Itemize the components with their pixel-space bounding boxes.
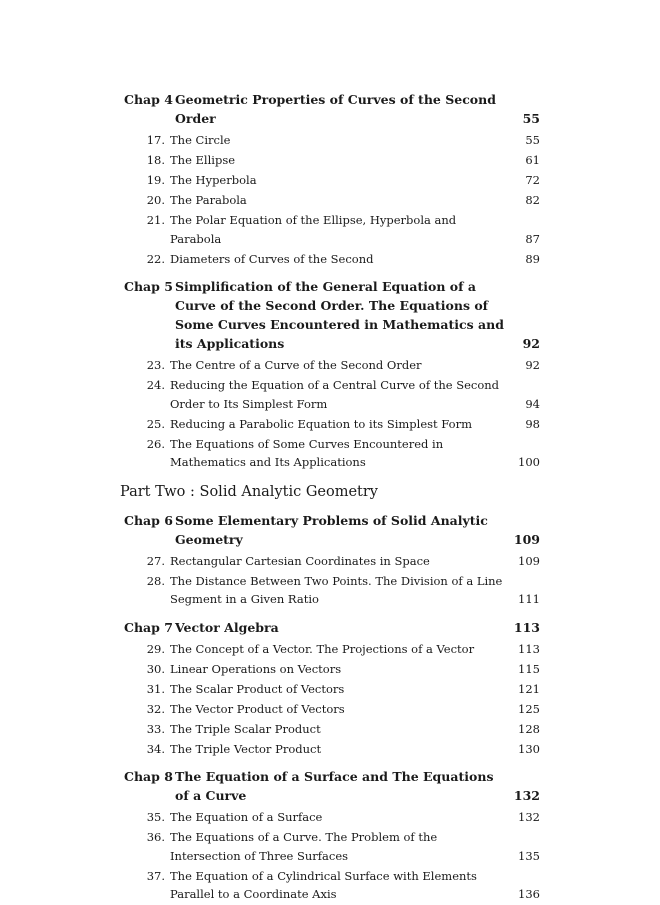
section-entry [124, 376, 540, 413]
section-page-number: 115 [518, 661, 540, 676]
section-number: 34. [146, 741, 165, 756]
chapter-title: Some Elementary Problems of Solid Analytic Geometry [175, 512, 488, 547]
chapter-entry [124, 767, 540, 805]
section-entry [124, 151, 540, 170]
section-entry [124, 356, 540, 375]
chapter-title: Geometric Properties of Curves of the Second Order [175, 92, 496, 126]
section-title: The Distance Between Two Points. The Division of a Line Segment in a Given Ratio [170, 573, 503, 606]
section-title: Reducing a Parabolic Equation to its Simplest Form [170, 416, 472, 431]
section-title: Diameters of Curves of the Second [170, 251, 374, 266]
section-entry [124, 828, 540, 865]
section-number: 35. [146, 810, 165, 824]
section-entry [124, 415, 540, 434]
section-entry [124, 131, 540, 150]
section-page-number: 100 [518, 455, 540, 469]
section-page-number: 130 [518, 741, 540, 756]
section-entry [124, 435, 540, 472]
chapter-entry [124, 511, 540, 549]
chapter-entry [124, 277, 540, 353]
table-of-contents [120, 90, 540, 905]
section-page-number: 135 [518, 848, 540, 863]
section-entry [124, 867, 540, 904]
section-page-number: 109 [518, 553, 540, 568]
section-entry [124, 572, 540, 609]
section-title: The Centre of a Curve of the Second Order [170, 358, 422, 372]
section-title: The Equations of Some Curves Encountered in Mathematics and Its Applications [170, 436, 444, 469]
section-page-number: 61 [525, 153, 540, 167]
chapter-label: Chap 6 [124, 512, 173, 528]
section-entry [124, 211, 540, 248]
section-entry [124, 700, 540, 719]
section-number: 18. [146, 153, 165, 167]
chapter-page-number: 92 [522, 336, 540, 351]
section-number: 21. [146, 213, 165, 227]
section-number: 28. [146, 573, 165, 588]
section-title: The Triple Scalar Product [170, 721, 321, 736]
section-page-number: 128 [518, 721, 540, 736]
section-number: 30. [146, 661, 165, 676]
section-page-number: 72 [525, 173, 540, 187]
chapter-title: Simplification of the General Equation of a Curve of the Second Order. The Equations of Some Curves Encountered in Mathematics and its Applications [175, 279, 504, 351]
section-page-number: 94 [525, 396, 540, 411]
section-title: The Equation of a Surface [170, 810, 323, 824]
section-number: 26. [146, 436, 165, 451]
section-number: 31. [146, 681, 165, 696]
section-page-number: 82 [525, 193, 540, 207]
chapter-label: Chap 8 [124, 769, 173, 784]
section-entry [124, 171, 540, 190]
section-page-number: 113 [518, 641, 540, 656]
section-title: Reducing the Equation of a Central Curve of the Second Order to Its Simplest Form [170, 378, 500, 411]
section-number: 20. [146, 193, 165, 207]
section-entry [124, 552, 540, 571]
section-page-number: 89 [525, 251, 540, 266]
section-title: The Equations of a Curve. The Problem of the Intersection of Three Surfaces [170, 830, 438, 863]
section-title: The Ellipse [170, 153, 236, 167]
section-title: The Concept of a Vector. The Projections of a Vector [170, 641, 475, 656]
section-number: 36. [146, 830, 165, 844]
section-number: 37. [146, 868, 165, 883]
chapter-label: Chap 7 [124, 619, 173, 635]
part-heading: Part Two : Solid Analytic Geometry [120, 483, 378, 500]
section-page-number: 92 [525, 358, 540, 372]
chapter-page-number: 55 [522, 111, 540, 126]
section-title: The Scalar Product of Vectors [170, 681, 345, 696]
section-page-number: 87 [525, 231, 540, 246]
section-page-number: 132 [518, 810, 540, 824]
section-title: The Polar Equation of the Ellipse, Hyperbola and Parabola [170, 213, 457, 246]
chapter-entry [124, 90, 540, 128]
chapter-title: Vector Algebra [175, 619, 279, 635]
section-entry [124, 680, 540, 699]
section-entry [124, 740, 540, 759]
section-entry [124, 250, 540, 269]
section-number: 27. [146, 553, 165, 568]
section-number: 33. [146, 721, 165, 736]
section-number: 17. [146, 133, 165, 147]
chapter-page-number: 109 [513, 531, 540, 547]
section-number: 24. [146, 378, 165, 392]
section-page-number: 111 [518, 592, 540, 606]
section-title: Rectangular Cartesian Coordinates in Space [170, 553, 430, 568]
section-title: Linear Operations on Vectors [170, 661, 342, 676]
section-title: The Hyperbola [170, 173, 257, 187]
section-number: 29. [146, 641, 165, 656]
section-title: The Triple Vector Product [170, 741, 322, 756]
section-entry [124, 720, 540, 739]
section-number: 22. [146, 251, 165, 266]
section-title: The Equation of a Cylindrical Surface with Elements Parallel to a Coordinate Axis [170, 868, 477, 901]
section-number: 32. [146, 701, 165, 716]
section-title: The Vector Product of Vectors [170, 701, 345, 716]
section-page-number: 98 [525, 416, 540, 431]
chapter-page-number: 132 [513, 788, 540, 803]
section-number: 19. [146, 173, 165, 187]
chapter-label: Chap 5 [124, 279, 173, 294]
chapter-page-number: 113 [513, 619, 540, 635]
section-title: The Parabola [170, 193, 247, 207]
section-entry [124, 660, 540, 679]
section-page-number: 55 [525, 133, 540, 147]
section-number: 25. [146, 416, 165, 431]
section-page-number: 136 [518, 887, 540, 901]
section-page-number: 125 [518, 701, 540, 716]
chapter-entry [124, 618, 540, 637]
section-entry [124, 808, 540, 827]
section-number: 23. [146, 358, 165, 372]
section-entry [124, 191, 540, 210]
section-entry [124, 640, 540, 659]
chapter-label: Chap 4 [124, 92, 173, 107]
section-page-number: 121 [518, 681, 540, 696]
chapter-title: The Equation of a Surface and The Equations of a Curve [175, 769, 494, 803]
section-title: The Circle [170, 133, 231, 147]
